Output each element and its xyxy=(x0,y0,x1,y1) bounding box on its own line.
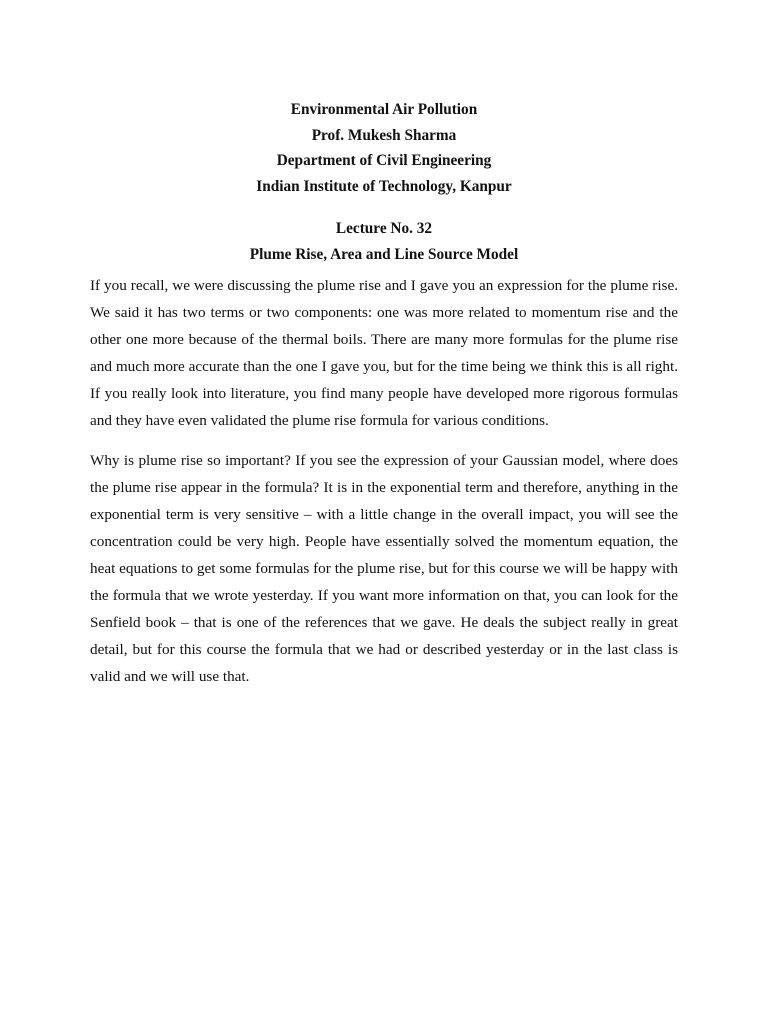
lecture-title: Plume Rise, Area and Line Source Model xyxy=(249,245,519,263)
paragraph: If you recall, we were discussing the plume rise and I gave you an expression for the plume rise. We said it has two terms or two components: one was more related to momentum rise and the other one more because of the thermal boils. There are many more formulas for the plume rise and much more accurate than the one I gave you, but for the time being we think this is all right. If you really look into literature, you find many people have developed more rigorous formulas and they have even validated the plume rise formula for various conditions. xyxy=(90,277,678,429)
course-title: Environmental Air Pollution xyxy=(290,101,478,118)
department-name: Department of Civil Engineering xyxy=(276,152,492,169)
lecture-heading xyxy=(90,216,678,267)
paragraph: Why is plume rise so important? If you see the expression of your Gaussian model, where does the plume rise appear in the formula? It is in the exponential term and therefore, anything in the exponential term is very sensitive – with a little change in the overall impact, you will see the concentration could be very high. People have essentially solved the momentum equation, the heat equations to get some formulas for the plume rise, but for this course we will be happy with the formula that we wrote yesterday. If you want more information on that, you can look for the Senfield book – that is one of the references that we gave. He deals the subject really in great detail, but for this course the formula that we had or described yesterday or in the last class is valid and we will use that. xyxy=(90,452,678,685)
institute-name: Indian Institute of Technology, Kanpur xyxy=(256,177,512,195)
professor-name: Prof. Mukesh Sharma xyxy=(311,126,457,144)
document-header xyxy=(90,97,678,199)
lecture-number: Lecture No. 32 xyxy=(335,220,433,237)
body-text xyxy=(90,272,678,703)
